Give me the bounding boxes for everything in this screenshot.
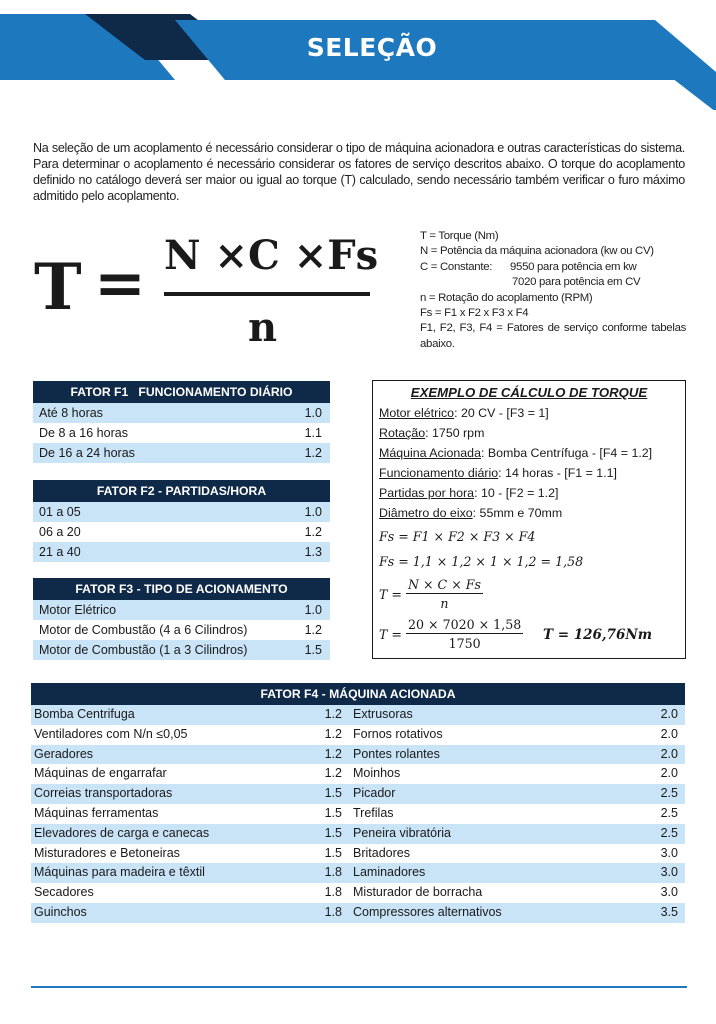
row-label: Ventiladores com N/n ≤0,05 — [34, 726, 188, 741]
math-denominator: 1750 — [448, 636, 481, 651]
row-value: 3.5 — [660, 904, 678, 919]
torque-formula — [30, 226, 380, 356]
row-label: Motor Elétrico — [39, 603, 117, 617]
table-cell — [347, 784, 685, 804]
legend-line: T = Torque (Nm) — [420, 230, 499, 242]
row-label: Peneira vibratória — [353, 825, 451, 840]
table-row — [33, 522, 330, 542]
table-cell — [347, 705, 685, 725]
table-row — [33, 423, 330, 443]
table-row — [31, 844, 685, 864]
table-row — [33, 443, 330, 463]
table-cell — [31, 764, 347, 784]
row-label: Misturador de borracha — [353, 885, 483, 900]
table-row — [33, 620, 330, 640]
factor-f2-table — [33, 480, 330, 562]
factor-f3-title: FATOR F3 - TIPO DE ACIONAMENTO — [33, 578, 330, 600]
table-row — [31, 705, 685, 725]
row-value: 2.0 — [660, 766, 678, 781]
row-label: Máquinas de engarrafar — [34, 766, 167, 781]
example-value: : 20 CV - [F3 = 1] — [454, 406, 549, 420]
table-row — [31, 883, 685, 903]
table-cell — [347, 745, 685, 765]
footer-divider — [31, 986, 687, 988]
row-label: Elevadores de carga e canecas — [34, 825, 210, 840]
row-label: Correias transportadoras — [34, 786, 173, 801]
row-value: 3.0 — [660, 885, 678, 900]
row-label: Misturadores e Betoneiras — [34, 845, 180, 860]
row-value: 1.5 — [324, 805, 342, 820]
row-value: 1.8 — [324, 885, 342, 900]
page-header — [0, 0, 716, 110]
row-label: 06 a 20 — [39, 525, 81, 539]
row-value: 1.2 — [324, 746, 342, 761]
row-value: 1.3 — [304, 545, 322, 559]
table-cell — [31, 883, 347, 903]
table-cell — [347, 903, 685, 923]
row-label: Extrusoras — [353, 707, 413, 721]
table-row — [33, 542, 330, 562]
table-row — [31, 903, 685, 923]
row-value: 1.2 — [324, 726, 342, 741]
row-value: 1.1 — [304, 426, 322, 440]
page-title: SELEÇÃO — [306, 33, 438, 62]
legend-constant-kw: 9550 para potência em kw — [510, 260, 637, 273]
table-cell — [31, 705, 347, 725]
factor-f1-title: FATOR F1 FUNCIONAMENTO DIÁRIO — [33, 381, 330, 403]
legend-line: N = Potência da máquina acionadora (kw ou CV) — [420, 245, 654, 258]
example-torque-formula — [379, 577, 483, 611]
row-value: 1.2 — [304, 446, 322, 460]
row-value: 2.0 — [660, 726, 678, 741]
math-fraction — [406, 577, 483, 611]
table-cell — [31, 745, 347, 765]
factor-f4-title: FATOR F4 - MÁQUINA ACIONADA — [31, 683, 685, 705]
example-fs-calculation: Fs = 1,1 × 1,2 × 1 × 1,2 = 1,58 — [379, 554, 584, 569]
factor-f4-table — [31, 683, 685, 923]
table-cell — [347, 883, 685, 903]
row-label: Fornos rotativos — [353, 726, 443, 741]
legend-constant-label: C = Constante: — [420, 260, 493, 273]
row-label: Motor de Combustão (4 a 6 Cilindros) — [39, 623, 248, 637]
table-row — [31, 745, 685, 765]
intro-paragraph: Na seleção de um acoplamento é necessário considerar o tipo de máquina acionadora e outras características do sistema. Para determinar o acoplamento é necessário considerar os fatores de serviço descritos abaixo. O torque do acoplamento definido no catálogo deverá ser maior ou igual ao torque (T) calculado, sendo necessário também verificar o furo máximo admitido pelo acoplamento. — [33, 141, 685, 203]
table-cell — [347, 764, 685, 784]
row-value: 1.0 — [304, 406, 322, 420]
row-value: 1.2 — [304, 623, 322, 637]
example-key: Rotação — [379, 426, 426, 440]
row-value: 1.0 — [304, 603, 322, 617]
example-line — [379, 423, 679, 443]
table-row — [33, 502, 330, 522]
row-value: 1.5 — [304, 643, 322, 657]
row-label: Laminadores — [353, 865, 426, 880]
example-value: : 1750 rpm — [425, 426, 485, 440]
formula-denominator: n — [248, 304, 278, 351]
row-value: 1.5 — [324, 786, 342, 801]
table-cell — [31, 784, 347, 804]
factor-f4-rows — [31, 705, 685, 923]
legend-line: n = Rotação do acoplamento (RPM) — [420, 291, 593, 304]
row-value: 3.0 — [660, 845, 678, 860]
row-value: 2.0 — [660, 746, 678, 761]
table-cell — [31, 804, 347, 824]
row-label: 21 a 40 — [39, 545, 81, 559]
row-label: Geradores — [34, 746, 94, 761]
example-line — [379, 443, 679, 463]
row-label: Britadores — [353, 845, 410, 860]
formula-equals: = — [94, 246, 146, 319]
row-value: 1.2 — [324, 707, 342, 721]
torque-example-box — [372, 380, 686, 659]
factor-f2-title: FATOR F2 - PARTIDAS/HORA — [33, 480, 330, 502]
factor-f1-table — [33, 381, 330, 463]
example-key: Diâmetro do eixo — [379, 506, 473, 520]
example-fs-formula: Fs = F1 × F2 × F3 × F4 — [379, 529, 536, 544]
example-line — [379, 483, 679, 503]
row-label: Moinhos — [353, 766, 401, 781]
math-denominator: n — [440, 596, 449, 611]
table-row — [31, 784, 685, 804]
table-cell — [31, 903, 347, 923]
math-lhs: T = — [379, 586, 402, 602]
table-cell — [347, 725, 685, 745]
example-line — [379, 463, 679, 483]
table-cell — [347, 804, 685, 824]
row-value: 1.2 — [304, 525, 322, 539]
math-numerator: 20 × 7020 × 1,58 — [407, 617, 522, 632]
row-label: Trefilas — [353, 805, 394, 820]
table-row — [33, 600, 330, 620]
row-value: 1.8 — [324, 904, 342, 919]
row-label: De 8 a 16 horas — [39, 426, 128, 440]
row-value: 2.5 — [660, 786, 678, 801]
table-cell — [347, 844, 685, 864]
table-row — [31, 804, 685, 824]
math-lhs: T = — [379, 626, 402, 642]
row-value: 1.5 — [324, 825, 342, 840]
row-label: Máquinas para madeira e têxtil — [34, 865, 205, 880]
table-row — [31, 824, 685, 844]
example-key: Motor elétrico — [379, 406, 455, 420]
table-cell — [31, 824, 347, 844]
row-value: 1.0 — [304, 505, 322, 519]
math-fraction — [406, 617, 523, 651]
formula-lhs: T — [34, 250, 82, 325]
formula-fraction-bar — [164, 292, 370, 296]
example-title: EXEMPLO DE CÁLCULO DE TORQUE — [410, 385, 648, 400]
row-label: Máquinas ferramentas — [34, 805, 159, 820]
formula-numerator: N ×C ×Fs — [164, 232, 379, 279]
table-cell — [347, 863, 685, 883]
row-value: 2.5 — [660, 825, 678, 840]
example-line — [379, 503, 679, 523]
table-cell — [31, 725, 347, 745]
example-result: T = 126,76Nm — [543, 627, 653, 643]
row-label: Motor de Combustão (1 a 3 Cilindros) — [39, 643, 248, 657]
table-cell — [31, 844, 347, 864]
example-value: : 10 - [F2 = 1.2] — [474, 486, 559, 500]
row-label: Secadores — [34, 885, 94, 900]
row-label: Pontes rolantes — [353, 746, 440, 761]
factor-f3-table — [33, 578, 330, 660]
row-label: 01 a 05 — [39, 505, 81, 519]
table-row — [33, 640, 330, 660]
math-numerator: N × C × Fs — [407, 577, 481, 592]
row-label: Compressores alternativos — [353, 904, 502, 919]
legend-constant-cv: 7020 para potência em CV — [512, 276, 641, 289]
row-value: 1.5 — [324, 845, 342, 860]
table-row — [31, 764, 685, 784]
row-label: Guinchos — [34, 904, 87, 919]
row-label: Picador — [353, 786, 396, 801]
table-row — [31, 863, 685, 883]
example-line — [379, 403, 679, 423]
example-key: Partidas por hora — [379, 486, 475, 500]
example-key: Funcionamento diário — [379, 466, 499, 480]
row-value: 2.0 — [660, 707, 678, 721]
row-value: 1.2 — [324, 766, 342, 781]
table-cell — [347, 824, 685, 844]
formula-legend — [420, 229, 686, 352]
row-value: 3.0 — [660, 865, 678, 880]
legend-line — [420, 260, 686, 275]
example-torque-calculation — [379, 617, 523, 651]
row-value: 1.8 — [324, 865, 342, 880]
table-row — [31, 725, 685, 745]
example-value: : Bomba Centrífuga - [F4 = 1.2] — [480, 446, 653, 460]
example-key: Máquina Acionada — [379, 446, 481, 460]
legend-line: Fs = F1 x F2 x F3 x F4 — [420, 307, 529, 320]
example-value: : 14 horas - [F1 = 1.1] — [498, 466, 617, 480]
row-label: Até 8 horas — [39, 406, 103, 420]
row-label: Bomba Centrifuga — [34, 707, 135, 721]
example-value: : 55mm e 70mm — [472, 506, 563, 520]
legend-line: F1, F2, F3, F4 = Fatores de serviço conforme tabelas abaixo. — [420, 322, 686, 350]
table-row — [33, 403, 330, 423]
table-cell — [31, 863, 347, 883]
row-label: De 16 a 24 horas — [39, 446, 135, 460]
row-value: 2.5 — [660, 805, 678, 820]
